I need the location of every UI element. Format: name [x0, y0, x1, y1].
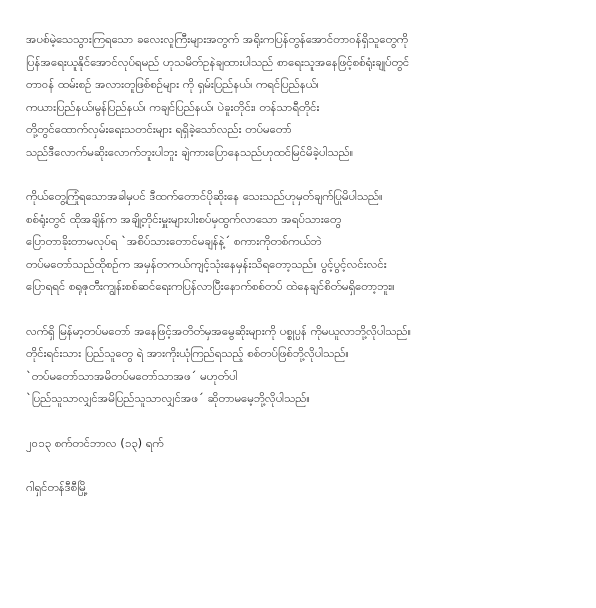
paragraph-line: တာဝန် ထမ်းစဉ် အလားတူဖြစ်စဉ်များ ကို ရှမ်းပြည်နယ်၊ ကရင်ပြည်နယ်၊: [26, 77, 319, 91]
paragraph-line: ပြောရရင် စရုဇုတီးကျွန်းစစ်ဆင်ရေးကပြန်လာပြီးနောက်စစ်တပ် ထဲနေချင်စိတ်မရှိတော့ဘူး။: [26, 279, 395, 293]
paragraph-line: အပစ်မဲ့သေသွားကြရသော ခလေးလူကြီးများအတွက် အရိုးကပြန်တွန်အောင်တာဝန်ရှိသူတွေကို: [26, 32, 409, 46]
paragraph-line: တိုင်းရင်းသား ပြည်သူတွေ ရဲ အားကိုးယုံကြည်ရသည့် စစ်တပ်ဖြစ်ဘို့လိုပါသည်။: [26, 346, 350, 360]
paragraph-3: [26, 320, 582, 410]
paragraph-1: [26, 28, 582, 163]
paragraph-2: [26, 185, 582, 298]
paragraph-line: စစ်ရုံးတွင် ထိုအချိန်က အချို့တိုင်းမှူးများပါးစပ်မှထွက်လာသော အရပ်သားတွေ: [26, 211, 342, 226]
letter-date: ၂၀၁၃ စက်တင်ဘာလ (၁၃) ရက်: [26, 435, 164, 450]
paragraph-line: `ပြည်သူသာလျှင်အမိပြည်သူသာလျှင်အဖ´ ဆိုတာမမေ့ဘို့လိုပါသည်။: [26, 391, 310, 405]
paragraph-line: တပ်မတော်သည်ထိုစဉ်က အမှန်တကယ်ကျင့်သုံးနေမှန်းသိရတော့သည်။ ပွင့်ပွင့်လင်းလင်း: [26, 256, 387, 271]
paragraph-line: သည်ဒီလောက်မဆိုးလောက်ဘူးပါဘူး ချဲကားပြောနေသည်ဟုထင်မြင်မိခဲ့ပါသည်။: [26, 144, 354, 159]
letter-document: [26, 28, 582, 521]
paragraph-line: ပြောတာခိုးတာမလုပ်ရ `အစိပ်သားတောင်မချန်နဲ့´ စကားကိုတစ်ကယ်ဘဲ: [26, 234, 322, 248]
paragraph-line: ပြန်အရေးယူနိုင်အောင်လုပ်ရမည် ဟုသမိတ်ဥနဲချထားပါသည် စာရေးသူအနေဖြင့်စစ်ရုံးချုပ်တွင်: [26, 54, 410, 69]
paragraph-line: ကယားပြည်နယ်၊မွန်ပြည်နယ်၊ ကချင်ပြည်နယ်၊ ပဲခူးတိုင်း၊ တန်သာရီတိုင်း: [26, 99, 320, 114]
paragraph-line: လက်ရှိ မြန်မာ့တပ်မတော် အနေဖြင့်အတိတ်မှအမွေဆိုးများကို ပစ္စုပ္ပန် ကိုမယူလာဘို့လိုပါသည်။: [26, 323, 412, 338]
letter-date-block: [26, 432, 582, 455]
paragraph-line: ကိုယ်တွေ့ကြုံရသောအခါမှပင် ဒီထက်တောင်ပိုဆိုးနေ သေးသည်ဟုမှတ်ချက်ပြုမိပါသည်။: [26, 189, 383, 203]
paragraph-line: `တပ်မတော်သာအမိတပ်မတော်သာအဖ´ မဟုတ်ပါ: [26, 368, 238, 383]
letter-signature: ဂါရှင်တန်ဒီစီမြို့: [26, 480, 88, 494]
paragraph-line: တို့တွင်ထောက်လှမ်းရေးသတင်းများ ရရှိခဲ့သော်လည်း တပ်မတော်: [26, 122, 292, 136]
letter-signature-block: [26, 476, 582, 499]
